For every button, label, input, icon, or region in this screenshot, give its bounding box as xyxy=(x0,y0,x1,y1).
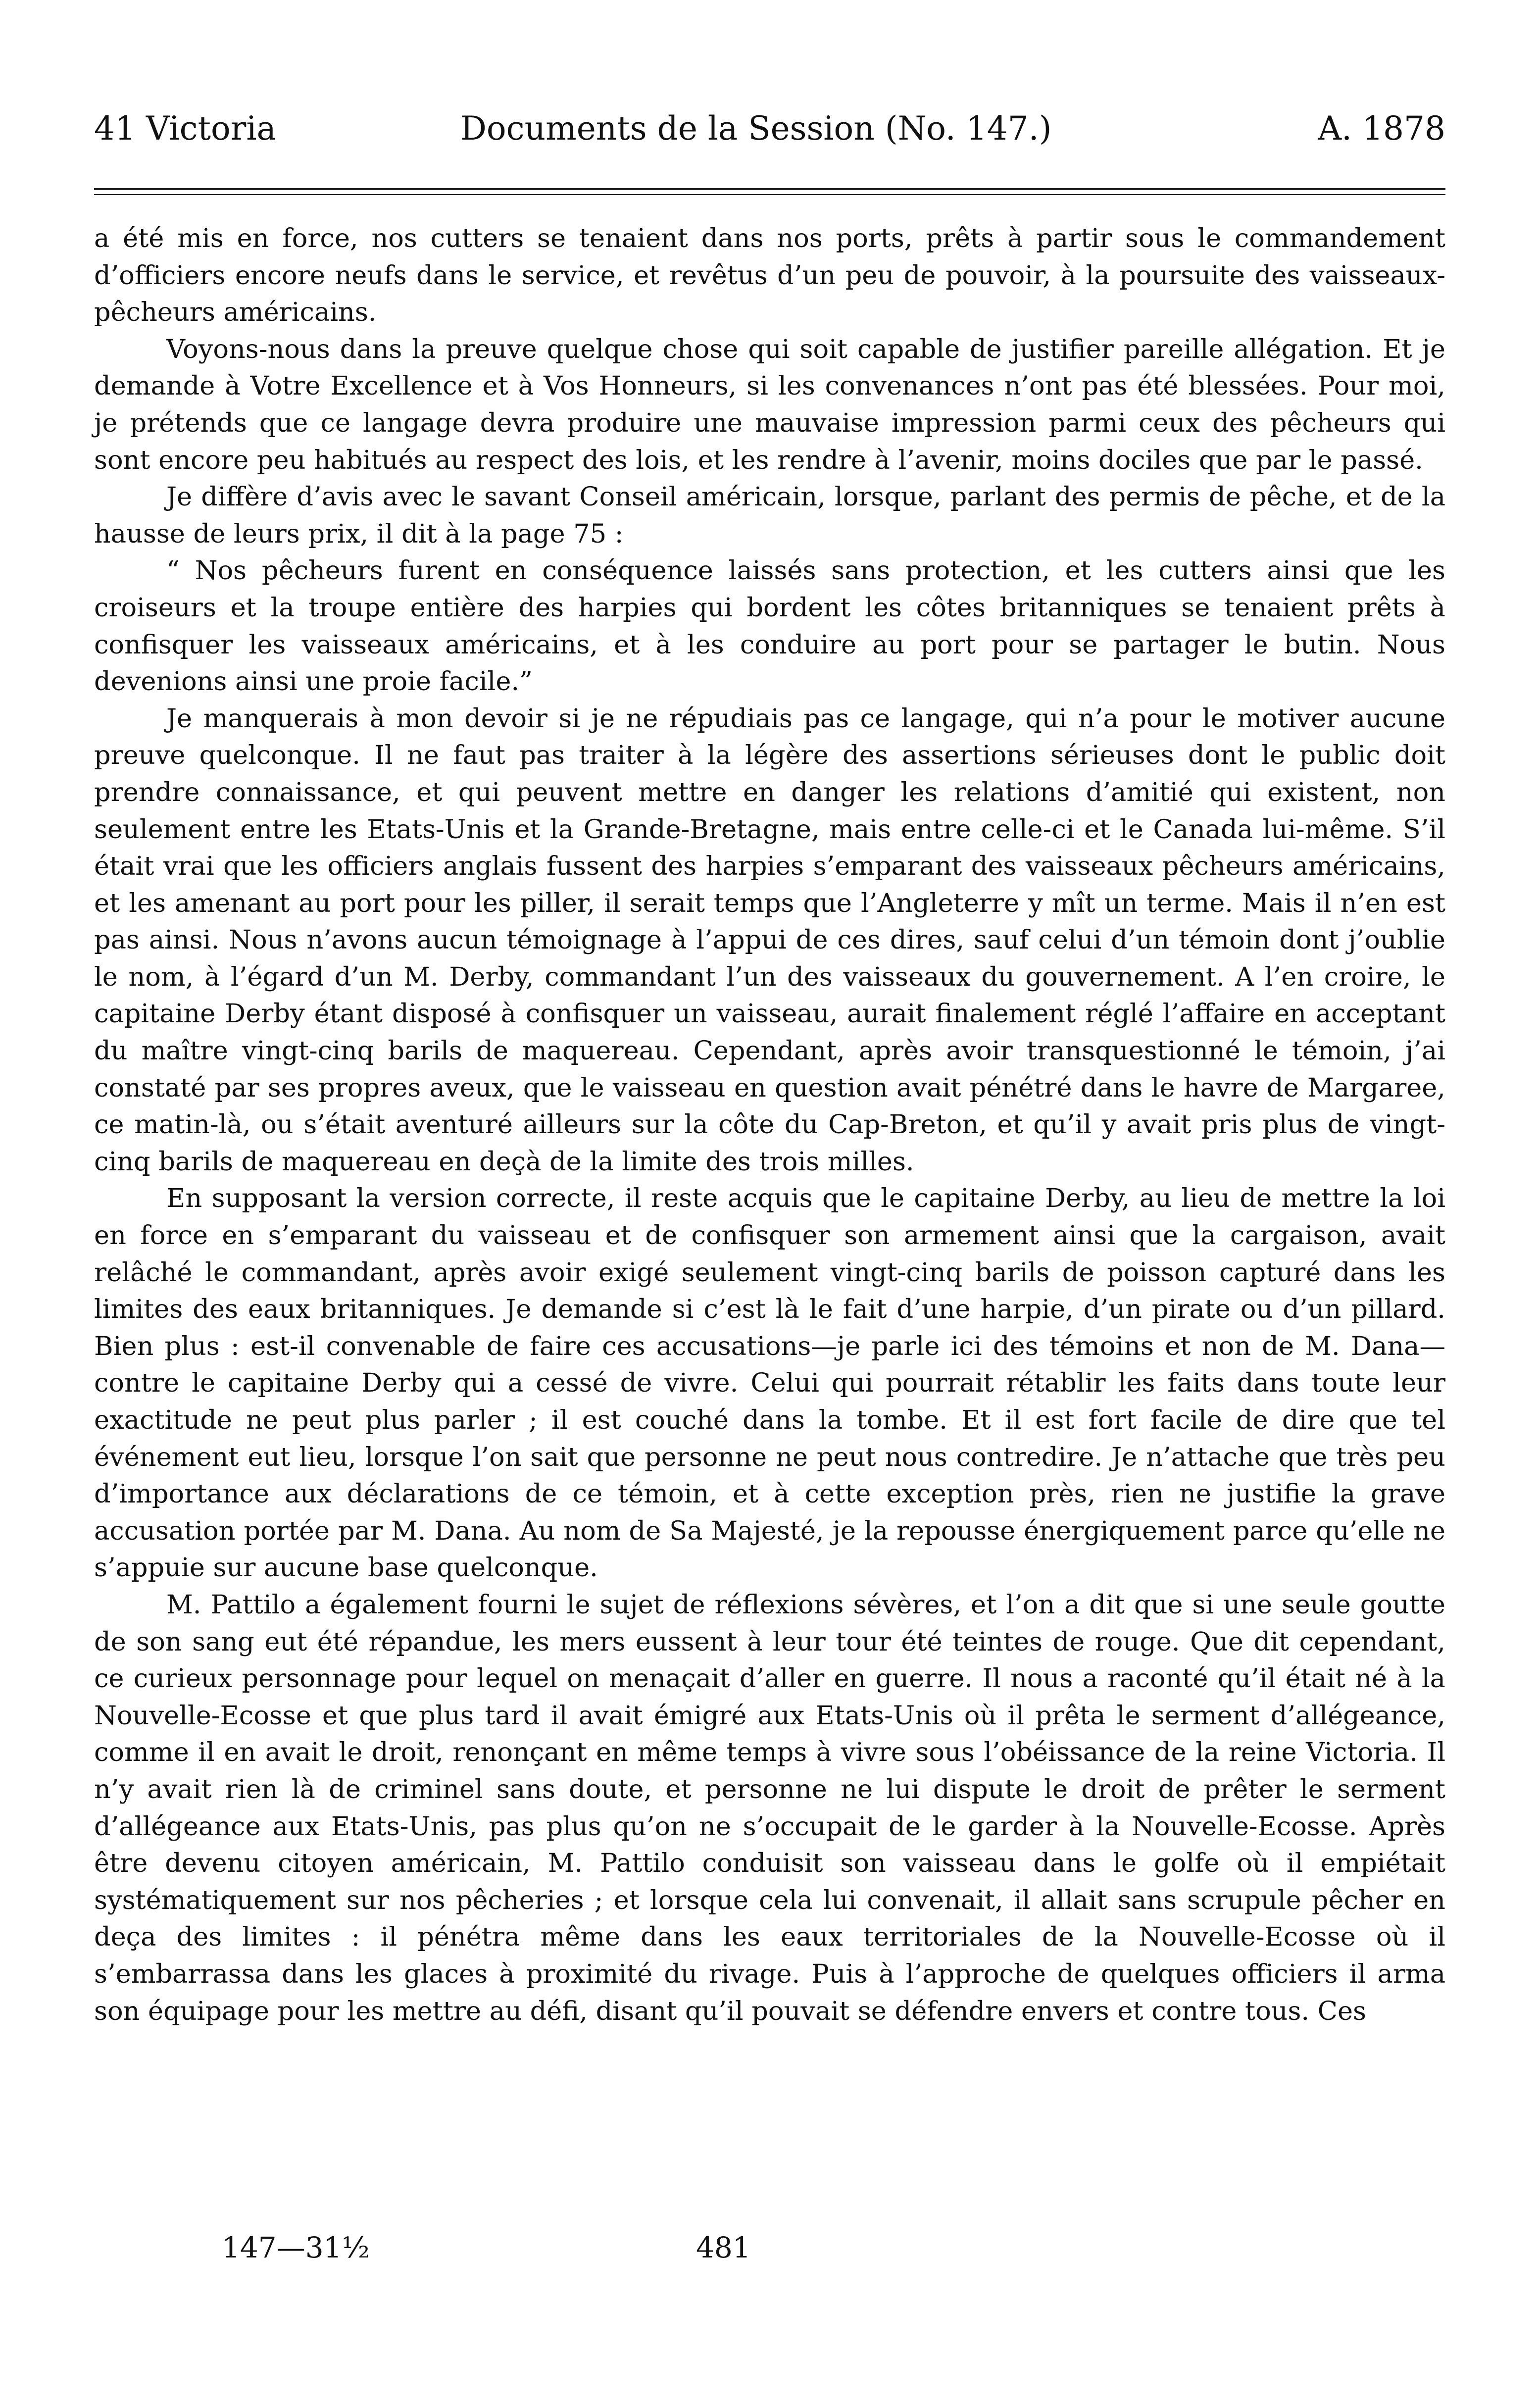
body-text xyxy=(94,220,1445,2030)
paragraph: En supposant la version correcte, il reste acquis que le capitaine Derby, au lieu de mettre la loi en force en s’emparant du vaisseau et de confisquer son armement ainsi que la cargaison, avait relâché le commandant, après avoir exigé seulement vingt-cinq barils de poisson capturé dans les limites des eaux britanniques. Je demande si c’est là le fait d’une harpie, d’un pirate ou d’un pillard. Bien plus : est-il convenable de faire ces accusations—je parle ici des témoins et non de M. Dana—contre le capitaine Derby qui a cessé de vivre. Celui qui pourrait rétablir les faits dans toute leur exactitude ne peut plus parler ; il est couché dans la tombe. Et il est fort facile de dire que tel événement eut lieu, lorsque l’on sait que personne ne peut nous contredire. Je n’attache que très peu d’importance aux déclarations de ce témoin, et à cette exception près, rien ne justifie la grave accusation portée par M. Dana. Au nom de Sa Majesté, je la repousse énergiquement parce qu’elle ne s’appuie sur aucune base quelconque. xyxy=(94,1183,1445,1583)
header-rule-thick xyxy=(94,188,1445,190)
signature-mark: 147—31½ xyxy=(222,2231,370,2264)
page-number: 481 xyxy=(696,2231,751,2264)
header-title: Documents de la Session (No. 147.) xyxy=(460,109,1052,148)
paragraph-continuation: a été mis en force, nos cutters se tenaient dans nos ports, prêts à partir sous le commandement d’officiers encore neufs dans le service, et revêtus d’un peu de pouvoir, à la poursuite des vaisseaux-pêcheurs américains. xyxy=(94,223,1445,328)
paragraph: M. Pattilo a également fourni le sujet de réflexions sévères, et l’on a dit que si une seule goutte de son sang eut été répandue, les mers eussent à leur tour été teintes de rouge. Que dit cependant, ce curieux personnage pour lequel on menaçait d’aller en guerre. Il nous a raconté qu’il était né à la Nouvelle-Ecosse et que plus tard il avait émigré aux Etats-Unis où il prêta le serment d’allégeance, comme il en avait le droit, renonçant en même temps à vivre sous l’obéissance de la reine Victoria. Il n’y avait rien là de criminel sans doute, et personne ne lui dispute le droit de prêter le serment d’allégeance aux Etats-Unis, pas plus qu’on ne s’occupait de le garder à la Nouvelle-Ecosse. Après être devenu citoyen américain, M. Pattilo conduisit son vaisseau dans le golfe où il empiétait systématiquement sur nos pêcheries ; et lorsque cela lui convenait, il allait sans scrupule pêcher en deça des limites : il pénétra même dans les eaux territoriales de la Nouvelle-Ecosse où il s’embarrassa dans les glaces à proximité du rivage. Puis à l’approche de quelques officiers il arma son équipage pour les mettre au défi, disant qu’il pouvait se défendre envers et contre tous. Ces xyxy=(94,1589,1445,2026)
paragraph: Je diffère d’avis avec le savant Conseil américain, lorsque, parlant des permis de pêche, et de la hausse de leurs prix, il dit à la page 75 : xyxy=(94,482,1445,549)
header-year: A. 1878 xyxy=(1318,109,1445,148)
paragraph: Je manquerais à mon devoir si je ne répudiais pas ce langage, qui n’a pour le motiver aucune preuve quelconque. Il ne faut pas traiter à la légère des assertions sérieuses dont le public doit prendre connaissance, et qui peuvent mettre en danger les relations d’amitié qui existent, non seulement entre les Etats-Unis et la Grande-Bretagne, mais entre celle-ci et le Canada lui-même. S’il était vrai que les officiers anglais fussent des harpies s’emparant des vaisseaux pêcheurs américains, et les amenant au port pour les piller, il serait temps que l’Angleterre y mît un terme. Mais il n’en est pas ainsi. Nous n’avons aucun témoignage à l’appui de ces dires, sauf celui d’un témoin dont j’oublie le nom, à l’égard d’un M. Derby, commandant l’un des vaisseaux du gouvernement. A l’en croire, le capitaine Derby étant disposé à confisquer un vaisseau, aurait finalement réglé l’affaire en acceptant du maître vingt-cinq barils de maquereau. Cependant, après avoir transquestionné le témoin, j’ai constaté par ses propres aveux, que le vaisseau en question avait pénétré dans le havre de Margaree, ce matin-là, ou s’était aventuré ailleurs sur la côte du Cap-Breton, et qu’il y avait pris plus de vingt-cinq barils de maquereau en deçà de la limite des trois milles. xyxy=(94,703,1445,1177)
running-header xyxy=(94,106,1445,151)
quoted-paragraph: “ Nos pêcheurs furent en conséquence laissés sans protection, et les cutters ainsi que les croiseurs et la troupe entière des harpies qui bordent les côtes britanniques se tenaient prêts à confisquer les vaisseaux américains, et à les conduire au port pour se partager le butin. Nous devenions ainsi une proie facile.” xyxy=(94,555,1445,697)
paragraph: Voyons-nous dans la preuve quelque chose qui soit capable de justifier pareille allégation. Et je demande à Votre Excellence et à Vos Honneurs, si les convenances n’ont pas été blessées. Pour moi, je prétends que ce langage devra produire une mauvaise impression parmi ceux des pêcheurs qui sont encore peu habitués au respect des lois, et les rendre à l’avenir, moins dociles que par le passé. xyxy=(94,334,1445,475)
header-rule-thin xyxy=(94,194,1445,195)
page-footer xyxy=(94,2228,1445,2267)
header-regnal-year: 41 Victoria xyxy=(94,109,276,148)
